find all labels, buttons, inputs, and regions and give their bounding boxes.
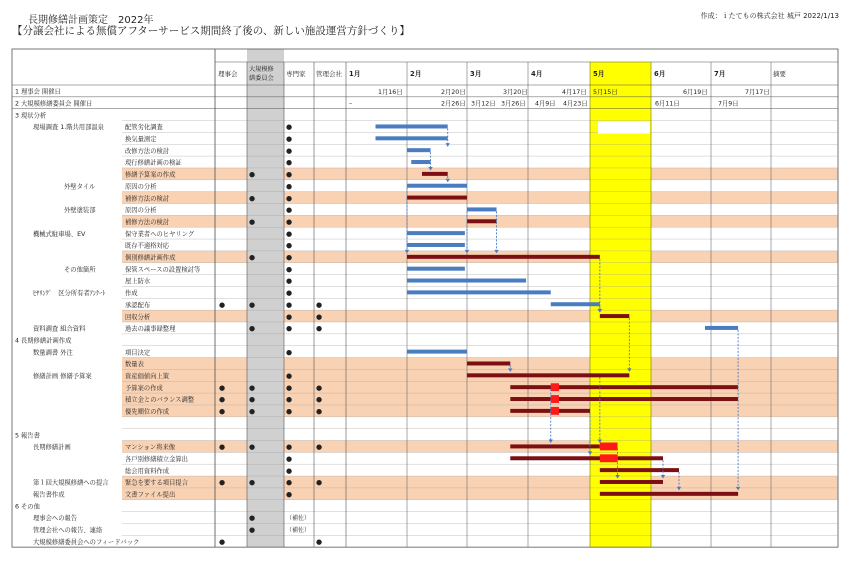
role-dot: ● [249, 217, 256, 226]
row-label: 大規模修繕委員会へのフィードバック [33, 538, 140, 546]
highlight-row-band [122, 168, 838, 180]
role-dot: ● [286, 383, 293, 392]
schedule-bar-red [510, 456, 663, 460]
schedule-bar-blue [376, 124, 448, 128]
role-dot: ● [316, 407, 323, 416]
role-dot: ● [316, 383, 323, 392]
document-subtitle: 【分譲会社による無償アフターサービス期間終了後の、新しい施設運営方針づくり】 [12, 25, 410, 37]
role-dot: ● [286, 253, 293, 262]
schedule-bar-blue [407, 279, 526, 283]
general-meeting-label-box [598, 122, 650, 134]
schedule-bar-red [510, 385, 738, 389]
schedule-bar-blue [407, 148, 431, 152]
row-label: 機械式駐車場、EV [33, 230, 86, 238]
row-label: 第１回大規模修繕への提言 [33, 479, 109, 487]
row-task: マンション将来像 [125, 444, 176, 452]
role-dot: ● [286, 289, 293, 298]
row-task: 個別修繕計画作成 [125, 254, 176, 262]
role-dot: ● [249, 514, 256, 523]
row-label: 5 報告書 [15, 432, 40, 440]
role-dot: ● [286, 443, 293, 452]
committee-meeting-date: 4月23日 [563, 100, 588, 108]
role-dot: ● [286, 324, 293, 333]
row-task: 修繕予算案の作成 [125, 171, 176, 179]
role-dot: ● [286, 182, 293, 191]
role-note: （補佐） [286, 527, 311, 535]
committee-column-shade [247, 49, 284, 547]
schedule-bar-red [467, 373, 629, 377]
row-label: 修繕計画 修繕予算案 [33, 373, 92, 380]
role-dot: ● [249, 170, 256, 179]
row-task: 回収分析 [125, 313, 151, 321]
role-dot: ● [286, 395, 293, 404]
board-explain-marker [551, 407, 559, 415]
row-task: 換気量測定 [125, 136, 157, 143]
header-month-2: 2月 [410, 70, 422, 78]
role-dot: ● [286, 490, 293, 499]
schedule-bar-blue [407, 184, 467, 188]
role-dot: ● [286, 158, 293, 167]
board-explain-marker [600, 454, 618, 462]
header-role-committee-line2: 繕委員会 [249, 75, 274, 82]
row-sublabel: 外壁タイル [64, 183, 96, 191]
schedule-bar-red [600, 480, 663, 484]
header-remarks: 摘要 [773, 70, 786, 78]
role-dot: ● [286, 372, 293, 380]
board-meeting-date: 7月17日 [745, 88, 770, 96]
row-task: 保守業者へのヒヤリング [125, 230, 195, 238]
schedule-bar-blue [411, 160, 430, 164]
role-dot: ● [286, 466, 293, 475]
role-dot: ● [286, 265, 293, 274]
row-sublabel: その他箇所 [64, 266, 96, 274]
schedule-bar-blue [407, 350, 467, 354]
row-label: 3 現状分析 [15, 112, 47, 120]
author-line: 作成：ｉたてもの株式会社 城戸 2022/1/13 [700, 12, 839, 20]
header-month-3: 3月 [470, 70, 482, 78]
role-dot: ● [219, 383, 226, 392]
role-dot: ● [219, 443, 226, 452]
row-task: 既存不適格対応 [125, 242, 170, 250]
row-label: 6 その他 [15, 503, 40, 511]
row-task: 各戸別修繕積立金算出 [125, 455, 188, 463]
board-meeting-date: 6月19日 [683, 88, 708, 96]
row-label: 理事会への報告 [33, 515, 78, 523]
row-task: 予算案の作成 [125, 384, 163, 392]
role-dot: ● [316, 324, 323, 333]
role-dot: ● [249, 443, 256, 452]
committee-meeting-date: 3月12日 [471, 100, 496, 108]
board-explain-marker [551, 395, 559, 403]
role-dot: ● [249, 253, 256, 262]
role-dot: ● [219, 300, 226, 309]
header-role-expert: 専門家 [286, 70, 306, 78]
schedule-bar-red [600, 492, 738, 496]
schedule-bar-red [510, 397, 738, 401]
schedule-bar-blue [376, 136, 448, 140]
header-month-5: 5月 [593, 70, 605, 78]
role-dot: ● [249, 324, 256, 333]
row-label: 資料調査 組合資料 [33, 325, 86, 333]
role-dot: ● [286, 194, 293, 203]
header-role-management: 管理会社 [316, 70, 342, 78]
schedule-bar-red [467, 361, 510, 365]
board-meeting-date: 2月20日 [441, 88, 466, 96]
role-dot: ● [286, 407, 293, 416]
role-dot: ● [219, 407, 226, 416]
schedule-bar-red [510, 409, 590, 413]
row-task: 現行修繕計画の検証 [125, 159, 182, 167]
role-dot: ● [286, 312, 293, 321]
role-dot: ● [219, 478, 226, 487]
board-explain-marker [551, 383, 559, 391]
row-task: 保管スペースの設置検討等 [125, 266, 201, 274]
schedule-bar-blue [407, 243, 465, 247]
role-dot: ● [286, 123, 293, 132]
row-label: 4 長期修繕計画作成 [15, 337, 72, 345]
row-task: 原因の分析 [125, 183, 157, 191]
schedule-bar-red [600, 468, 679, 472]
row-label: ﾋﾔﾘﾝｸﾞ 区分所有者ｱﾝｹｰﾄ [33, 290, 106, 298]
role-dot: ● [286, 135, 293, 143]
schedule-bar-blue [705, 326, 738, 330]
row-label: 報告書作成 [33, 491, 65, 499]
role-dot: ● [219, 537, 226, 546]
header-month-6: 6月 [654, 70, 666, 78]
schedule-bar-blue [407, 290, 551, 294]
row-task: 資産価値向上策 [125, 373, 170, 380]
row-label: 管理会社への報告、連絡 [33, 527, 103, 535]
row-task: 改修方法の検討 [125, 147, 170, 155]
schedule-bar-blue [407, 267, 465, 271]
row-label: 現場調査 1.階共用部温泉 [33, 124, 104, 132]
row-task: 数量表 [125, 361, 144, 369]
row-label: 1 理事会 開催日 [15, 88, 61, 96]
row-task: 優先順位の作成 [125, 408, 170, 416]
role-dot: ● [286, 170, 293, 179]
board-meeting-date: 5月15日 [593, 88, 618, 96]
row-task: 文書ファイル提出 [125, 491, 176, 499]
row-task: 補修方法の検討 [125, 195, 170, 203]
document-title: 長期修繕計画策定 2022年 [28, 15, 154, 26]
board-meeting-date: 3月20日 [503, 88, 528, 96]
role-dot: ● [249, 383, 256, 392]
role-dot: ● [286, 454, 293, 463]
highlight-row-band [122, 192, 838, 204]
highlight-row-band [122, 405, 838, 417]
row-task: 積立金とのバランス調整 [125, 396, 195, 404]
committee-meeting-date: 7月9日 [718, 100, 739, 108]
committee-meeting-date: 3月26日 [501, 100, 526, 108]
header-role-committee-line1: 大規模修 [249, 66, 274, 73]
row-task: 項目決定 [125, 349, 151, 357]
row-sublabel: 外壁塗装部 [64, 207, 96, 215]
role-dot: ● [249, 395, 256, 404]
schedule-bar-red [510, 444, 600, 448]
committee-meeting-date: 2月26日 [441, 100, 466, 108]
row-task: 原因の分析 [125, 207, 157, 215]
role-dot: ● [286, 229, 293, 238]
row-task: 配管劣化調査 [125, 124, 163, 132]
role-dot: ● [286, 478, 293, 487]
header-month-7: 7月 [714, 70, 726, 78]
row-task: 補修方法の検討 [125, 218, 170, 226]
schedule-bar-red [422, 172, 448, 176]
role-dot: ● [249, 300, 256, 309]
role-dot: ● [249, 478, 256, 487]
row-task: 屋上防水 [125, 278, 151, 286]
role-dot: ● [286, 300, 293, 309]
dependency-arrow-head [446, 143, 450, 147]
board-meeting-date: 1月16日 [378, 88, 403, 96]
committee-meeting-date: 4月9日 [535, 100, 556, 108]
schedule-bar-red [407, 255, 600, 259]
role-dot: ● [286, 146, 293, 155]
row-label: 長期修繕計画 [33, 444, 71, 452]
row-task: 承認配布 [125, 301, 151, 309]
dependency-arrow-head [446, 179, 450, 183]
role-dot: ● [249, 526, 256, 535]
row-task: 緊急を要する項目提言 [125, 479, 188, 487]
schedule-bar-blue [467, 207, 497, 211]
role-dot: ● [316, 478, 323, 487]
role-dot: ● [316, 312, 323, 321]
schedule-bar-red [600, 314, 630, 318]
highlight-row-band [122, 441, 838, 453]
header-month-4: 4月 [531, 70, 543, 78]
role-dot: ● [249, 194, 256, 203]
committee-meeting-date: 6月11日 [655, 100, 680, 108]
row-task: 総会用資料作成 [125, 467, 170, 475]
schedule-bar-blue [407, 231, 465, 235]
committee-meeting-date: – [349, 100, 353, 108]
row-label: 2 大規模修繕委員会 開催日 [15, 100, 93, 108]
role-dot: ● [286, 348, 293, 357]
header-month-1: 1月 [349, 70, 361, 78]
role-dot: ● [316, 395, 323, 404]
role-dot: ● [219, 395, 226, 404]
role-dot: ● [316, 300, 323, 309]
row-task: 過去の議事録整理 [125, 325, 176, 333]
header-role-board: 理事会 [218, 70, 238, 78]
highlight-row-band [122, 476, 838, 488]
role-dot: ● [316, 443, 323, 452]
schedule-bar-red [407, 196, 467, 200]
role-note: （補佐） [286, 515, 311, 523]
row-task: 作成 [125, 290, 138, 298]
schedule-bar-blue [551, 302, 600, 306]
board-meeting-date: 4月17日 [562, 88, 587, 96]
schedule-bar-red [467, 219, 497, 223]
role-dot: ● [286, 241, 293, 250]
role-dot: ● [316, 537, 323, 546]
highlight-row-band [122, 310, 838, 322]
role-dot: ● [286, 277, 293, 286]
board-explain-marker [600, 443, 618, 451]
role-dot: ● [286, 217, 293, 226]
role-dot: ● [249, 407, 256, 416]
row-label: 数量調書 外注 [33, 349, 73, 357]
role-dot: ● [286, 206, 293, 215]
